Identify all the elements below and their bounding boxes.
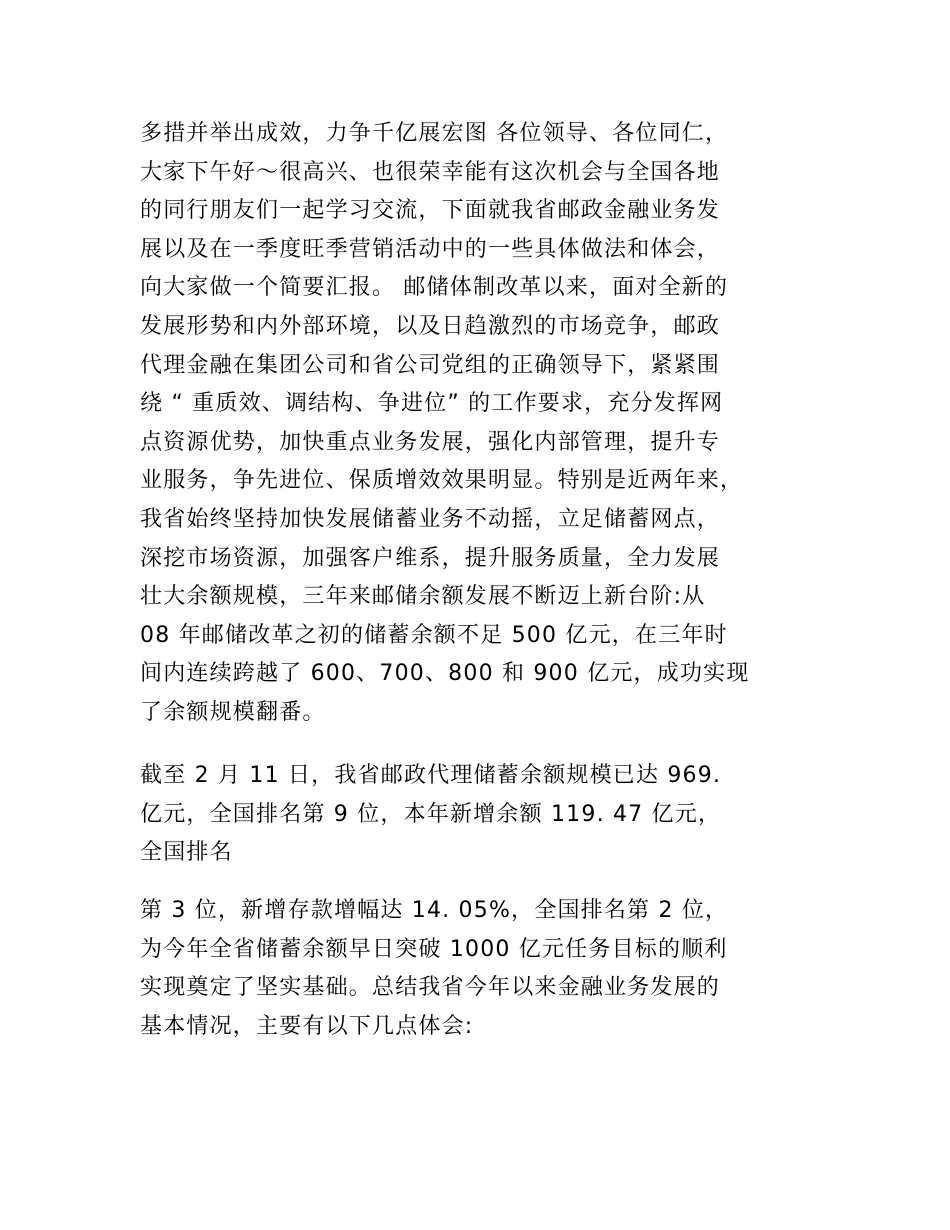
- paragraph-2: [140, 757, 820, 873]
- text-line: 实现奠定了坚实基础。总结我省今年以来金融业务发展的: [140, 975, 721, 1001]
- text-line: 亿元，全国排名第 9 位，本年新增余额 119. 47 亿元，: [140, 801, 722, 827]
- text-line: 的同行朋友们一起学习交流，下面就我省邮政金融业务发: [140, 198, 721, 224]
- text-line: 壮大余额规模，三年来邮储余额发展不断迈上新台阶:从: [140, 584, 706, 610]
- text-line: 业服务，争先进位、保质增效效果明显。特别是近两年来，: [140, 468, 744, 494]
- text-line: 为今年全省储蓄余额早日突破 1000 亿元任务目标的顺利: [140, 936, 728, 962]
- text-line: 绕 “ 重质效、调结构、争进位” 的工作要求，充分发挥网: [140, 391, 724, 417]
- text-line: 截至 2 月 11 日，我省邮政代理储蓄余额规模已达 969.: [140, 763, 722, 788]
- paragraph-1: [140, 115, 820, 733]
- text-line: 了余额规模翻番。: [140, 699, 326, 725]
- text-line: 基本情况，主要有以下几点体会:: [140, 1013, 474, 1039]
- text-line: 08 年邮储改革之初的储蓄余额不足 500 亿元，在三年时: [140, 622, 728, 648]
- text-line: 我省始终坚持加快发展储蓄业务不动摇，立足储蓄网点，: [140, 506, 721, 532]
- text-line: 大家下午好～很高兴、也很荣幸能有这次机会与全国各地: [140, 159, 721, 185]
- text-line: 多措并举出成效，力争千亿展宏图 各位领导、各位同仁，: [140, 121, 729, 146]
- text-line: 全国排名: [140, 840, 233, 866]
- text-line: 展以及在一季度旺季营销活动中的一些具体做法和体会，: [140, 236, 721, 262]
- text-line: 代理金融在集团公司和省公司党组的正确领导下，紧紧围: [140, 352, 721, 378]
- text-line: 发展形势和内外部环境，以及日趋激烈的市场竞争，邮政: [140, 313, 721, 339]
- text-line: 间内连续跨越了 600、700、800 和 900 亿元，成功实现: [140, 661, 750, 687]
- text-line: 点资源优势，加快重点业务发展，强化内部管理，提升专: [140, 429, 721, 455]
- text-line: 向大家做一个简要汇报。 邮储体制改革以来，面对全新的: [140, 275, 729, 301]
- text-line: 深挖市场资源，加强客户维系，提升服务质量，全力发展: [140, 545, 721, 571]
- paragraph-3: [140, 892, 820, 1046]
- text-line: 第 3 位，新增存款增幅达 14. 05%，全国排名第 2 位，: [140, 898, 729, 923]
